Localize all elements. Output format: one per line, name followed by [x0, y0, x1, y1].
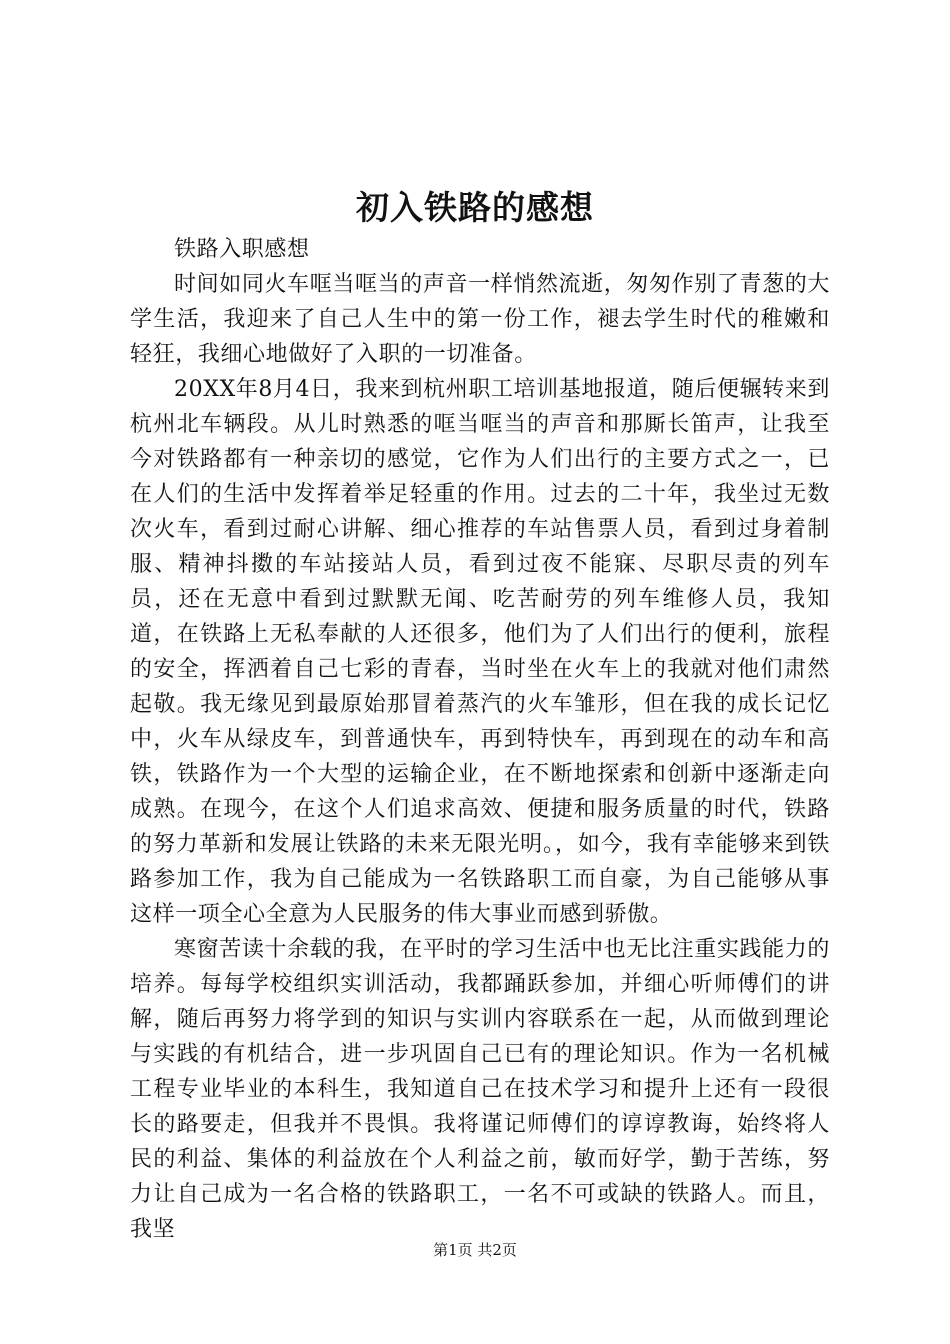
page-title: 初入铁路的感想 — [356, 188, 594, 227]
paragraph-1: 时间如同火车哐当哐当的声音一样悄然流逝，匆匆作别了青葱的大学生活，我迎来了自己人生中的第一份工作，褪去学生时代的稚嫩和轻狂，我细心地做好了入职的一切准备。 — [130, 272, 830, 367]
page-footer: 第1页 共2页 — [433, 1241, 517, 1259]
document-body — [130, 232, 830, 1247]
paragraph-3: 寒窗苦读十余载的我，在平时的学习生活中也无比注重实践能力的培养。每每学校组织实训活动，我都踊跃参加，并细心听师傅们的讲解，随后再努力将学到的知识与实训内容联系在一起，从而做到理论与实践的有机结合，进一步巩固自己已有的理论知识。作为一名机械工程专业毕业的本科生，我知道自己在技术学习和提升上还有一段很长的路要走，但我并不畏惧。我将谨记师傅们的谆谆教诲，始终将人民的利益、集体的利益放在个人利益之前，敏而好学，勤于苦练，努力让自己成为一名合格的铁路职工，一名不可或缺的铁路人。而且，我坚 — [130, 937, 830, 1242]
paragraph-2: 20XX年8月4日，我来到杭州职工培训基地报道，随后便辗转来到杭州北车辆段。从儿时熟悉的哐当哐当的声音和那厮长笛声，让我至今对铁路都有一种亲切的感觉，它作为人们出行的主要方式之一，已在人们的生活中发挥着举足轻重的作用。过去的二十年，我坐过无数次火车，看到过耐心讲解、细心推荐的车站售票人员，看到过身着制服、精神抖擞的车站接站人员，看到过夜不能寐、尽职尽责的列车员，还在无意中看到过默默无闻、吃苦耐劳的列车维修人员，我知道，在铁路上无私奉献的人还很多，他们为了人们出行的便利，旅程的安全，挥洒着自己七彩的青春，当时坐在火车上的我就对他们肃然起敬。我无缘见到最原始那冒着蒸汽的火车雏形，但在我的成长记忆中，火车从绿皮车，到普通快车，再到特快车，再到现在的动车和高铁，铁路作为一个大型的运输企业，在不断地探索和创新中逐渐走向成熟。在现今，在这个人们追求高效、便捷和服务质量的时代，铁路的努力革新和发展让铁路的未来无限光明。，如今，我有幸能够来到铁路参加工作，我为自己能成为一名铁路职工而自豪，为自己能够从事这样一项全心全意为人民服务的伟大事业而感到骄傲。 — [130, 377, 830, 927]
document-subtitle: 铁路入职感想 — [174, 237, 310, 262]
